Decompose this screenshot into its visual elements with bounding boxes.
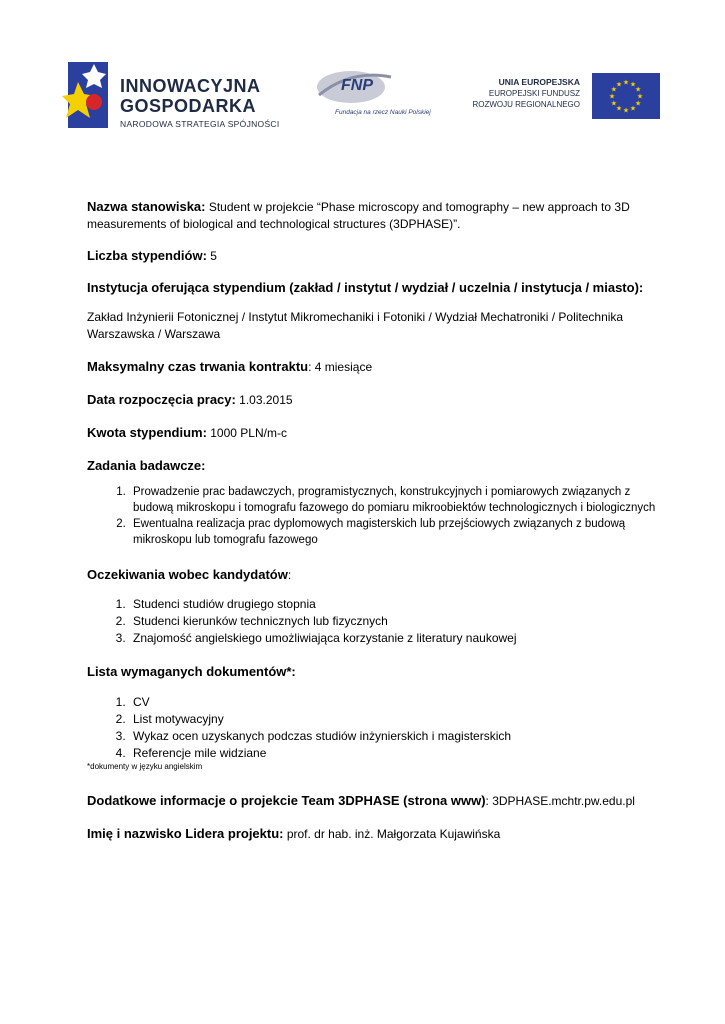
start-row [87, 391, 667, 409]
eu-star-icon: ★ [622, 79, 630, 87]
eu-line3: ROZWOJU REGIONALNEGO [472, 100, 580, 109]
additional-row [87, 792, 667, 810]
fnp-name: FNP [341, 77, 373, 94]
list-item: 2. List motywacyjny [129, 711, 667, 728]
list-item: 2. Studenci kierunków technicznych lub fizycznych [129, 613, 667, 630]
ig-subtitle: NARODOWA STRATEGIA SPÓJNOŚCI [120, 119, 280, 129]
duration-value: : 4 miesiące [308, 360, 373, 374]
start-value: 1.03.2015 [235, 393, 293, 407]
eu-star-icon: ★ [610, 100, 618, 108]
start-label: Data rozpoczęcia pracy: [87, 392, 236, 407]
expectations-label: Oczekiwania wobec kandydatów [87, 567, 288, 582]
tasks-list [87, 484, 667, 548]
duration-row [87, 358, 667, 376]
position-row [87, 198, 667, 233]
duration-label: Maksymalny czas trwania kontraktu [87, 359, 309, 374]
list-item: 2. Ewentualna realizacja prac dyplomowych magisterskich lub przejściowych związanych z budową mikroskopu lub tomografu fazowego [129, 516, 667, 548]
eu-star-icon: ★ [608, 93, 616, 101]
document-body [87, 198, 667, 843]
eu-star-icon: ★ [634, 86, 642, 94]
list-item: 4. Referencje mile widziane [129, 745, 667, 762]
amount-value: 1000 PLN/m-c [206, 426, 287, 440]
innowacyjna-gospodarka-emblem-icon [60, 60, 116, 130]
eu-flag-icon [592, 73, 660, 119]
scholarships-label: Liczba stypendiów: [87, 248, 207, 263]
leader-label: Imię i nazwisko Lidera projektu: [87, 826, 284, 841]
institution-label: Instytucja oferująca stypendium (zakład / instytut / wydział / uczelnia / instytucja / miasto): [87, 280, 644, 295]
documents-label: Lista wymaganych dokumentów*: [87, 664, 296, 679]
fnp-subtitle: Fundacja na rzecz Nauki Polskiej [335, 109, 431, 116]
eu-star-icon: ★ [615, 105, 623, 113]
amount-row [87, 424, 667, 442]
eu-star-icon: ★ [622, 107, 630, 115]
eu-logo [465, 73, 660, 121]
eu-line2: EUROPEJSKI FUNDUSZ [488, 89, 580, 98]
amount-label: Kwota stypendium: [87, 425, 207, 440]
scholarships-row [87, 247, 667, 265]
ig-title-line2: GOSPODARKA [120, 96, 257, 116]
position-value: Student w projekcie “Phase microscopy and tomography – new approach to 3D measurements of biological and technological structures (3DPHASE)”. [87, 200, 630, 231]
eu-star-icon: ★ [634, 100, 642, 108]
expectations-suffix: : [287, 568, 292, 582]
additional-value: : 3DPHASE.mchtr.pw.edu.pl [485, 794, 635, 808]
eu-star-icon: ★ [629, 105, 637, 113]
eu-star-icon: ★ [610, 86, 618, 94]
logo-header [60, 55, 660, 135]
leader-value: prof. dr hab. inż. Małgorzata Kujawińska [283, 827, 501, 841]
list-item: 3. Wykaz ocen uzyskanych podczas studiów inżynierskich i magisterskich [129, 728, 667, 745]
list-item: 1. Studenci studiów drugiego stopnia [129, 596, 667, 613]
documents-note: *dokumenty w języku angielskim [87, 762, 203, 771]
expectations-list [87, 596, 667, 647]
list-item: 3. Znajomość angielskiego umożliwiająca korzystanie z literatury naukowej [129, 630, 667, 647]
fnp-logo [315, 65, 465, 125]
expectations-row [87, 566, 667, 584]
list-item: 1. CV [129, 694, 667, 711]
innowacyjna-gospodarka-logo [60, 60, 290, 130]
documents-list [87, 694, 667, 762]
eu-star-icon: ★ [615, 81, 623, 89]
eu-line1: UNIA EUROPEJSKA [498, 77, 580, 87]
position-label: Nazwa stanowiska: [87, 199, 206, 214]
institution-value: Zakład Inżynierii Fotonicznej / Instytut Mikromechaniki i Fotoniki / Wydział Mechatroniki / Politechnika Warszawska / Warszawa [87, 310, 624, 341]
eu-star-icon: ★ [629, 81, 637, 89]
eu-star-icon: ★ [636, 93, 644, 101]
scholarships-value: 5 [206, 249, 217, 263]
ig-title-line1: INNOWACYJNA [120, 76, 261, 96]
tasks-label: Zadania badawcze: [87, 458, 206, 473]
leader-row [87, 825, 667, 843]
additional-label: Dodatkowe informacje o projekcie Team 3DPHASE (strona www) [87, 793, 486, 808]
list-item: 1. Prowadzenie prac badawczych, programistycznych, konstrukcyjnych i pomiarowych związanych z budową mikroskopu i tomografu fazowego do pomiaru mikroobiektów technologicznych i biologicznych [129, 484, 667, 516]
